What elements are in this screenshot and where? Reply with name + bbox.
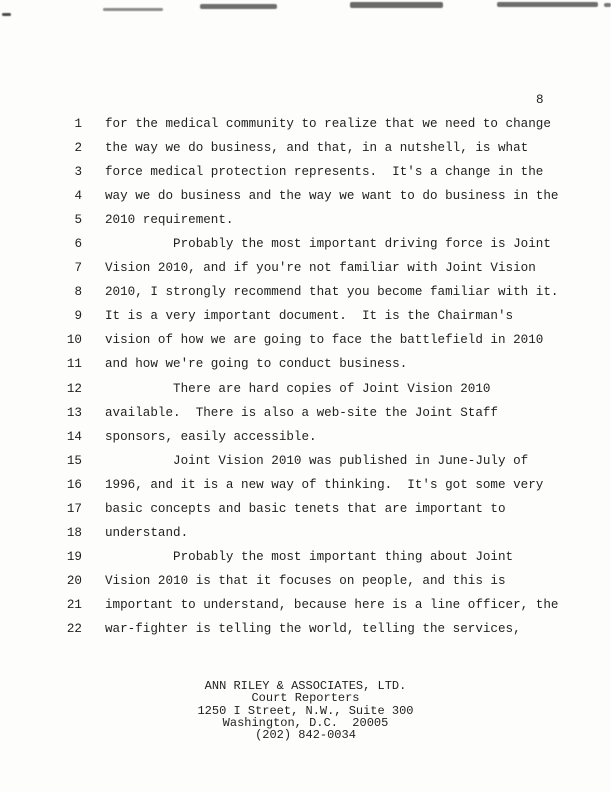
line-number: 7 bbox=[74, 261, 82, 276]
line-text: Vision 2010 is that it focuses on people, and this is bbox=[105, 573, 506, 588]
transcript-line bbox=[45, 473, 585, 497]
footer-firm-name: ANN RILEY & ASSOCIATES, LTD. bbox=[204, 679, 407, 693]
scan-artifact bbox=[2, 13, 11, 16]
page-number: 8 bbox=[536, 93, 544, 107]
line-number: 4 bbox=[74, 189, 82, 204]
scan-artifact bbox=[604, 3, 611, 7]
scan-artifact bbox=[200, 4, 277, 9]
line-number: 22 bbox=[66, 621, 82, 636]
transcript-line bbox=[45, 112, 585, 136]
line-number: 9 bbox=[74, 309, 82, 324]
line-text: and how we're going to conduct business. bbox=[105, 357, 408, 372]
line-number: 20 bbox=[66, 573, 82, 588]
line-number: 2 bbox=[74, 141, 82, 156]
line-number: 16 bbox=[66, 477, 82, 492]
line-text: 2010 requirement. bbox=[105, 213, 234, 228]
transcript-line bbox=[45, 425, 585, 449]
line-text: force medical protection represents. It's a change in the bbox=[105, 165, 544, 180]
line-text: vision of how we are going to face the battlefield in 2010 bbox=[105, 333, 544, 348]
transcript-line bbox=[45, 208, 585, 232]
transcript-line bbox=[45, 449, 585, 473]
transcript-line bbox=[45, 593, 585, 617]
transcript-line bbox=[45, 256, 585, 280]
transcript-body bbox=[45, 112, 585, 641]
footer-role: Court Reporters bbox=[251, 691, 360, 706]
line-number: 1 bbox=[74, 117, 82, 131]
transcript-line bbox=[45, 617, 585, 641]
line-number: 10 bbox=[66, 333, 82, 348]
line-text: available. There is also a web-site the Joint Staff bbox=[105, 405, 498, 420]
line-text: for the medical community to realize that we need to change bbox=[105, 117, 551, 131]
transcript-line bbox=[45, 545, 585, 569]
line-number: 18 bbox=[66, 525, 82, 540]
line-text: Probably the most important thing about Joint bbox=[105, 549, 514, 564]
line-number: 21 bbox=[66, 597, 82, 612]
transcript-line bbox=[45, 377, 585, 401]
transcript-line bbox=[45, 304, 585, 328]
transcript-line bbox=[45, 401, 585, 425]
footer-address-city: Washington, D.C. 20005 bbox=[222, 715, 389, 730]
line-number: 5 bbox=[74, 213, 82, 228]
line-text: sponsors, easily accessible. bbox=[105, 429, 317, 444]
line-number: 8 bbox=[74, 285, 82, 300]
line-number: 15 bbox=[66, 453, 82, 468]
line-number: 12 bbox=[66, 381, 82, 396]
line-text: Vision 2010, and if you're not familiar with Joint Vision bbox=[105, 261, 536, 276]
transcript-line bbox=[45, 160, 585, 184]
line-number: 11 bbox=[66, 357, 82, 372]
line-text: Probably the most important driving force is Joint bbox=[105, 237, 551, 252]
transcript-line bbox=[45, 352, 585, 376]
line-text: It is a very important document. It is the Chairman's bbox=[105, 309, 514, 324]
line-number: 3 bbox=[74, 165, 82, 180]
line-text: important to understand, because here is a line officer, the bbox=[105, 597, 559, 612]
line-text: There are hard copies of Joint Vision 2010 bbox=[105, 381, 491, 396]
transcript-line bbox=[45, 569, 585, 593]
line-text: 1996, and it is a new way of thinking. It's got some very bbox=[105, 477, 544, 492]
transcript-line bbox=[45, 328, 585, 352]
line-text: the way we do business, and that, in a nutshell, is what bbox=[105, 141, 529, 156]
transcript-line bbox=[45, 136, 585, 160]
transcript-line bbox=[45, 184, 585, 208]
scan-artifact bbox=[103, 8, 163, 11]
transcript-line bbox=[45, 280, 585, 304]
line-text: understand. bbox=[105, 525, 189, 540]
transcript-line bbox=[45, 497, 585, 521]
footer-address-street: 1250 I Street, N.W., Suite 300 bbox=[197, 703, 414, 718]
line-text: Joint Vision 2010 was published in June-July of bbox=[105, 453, 529, 468]
footer-phone: (202) 842-0034 bbox=[255, 728, 356, 743]
line-number: 6 bbox=[74, 237, 82, 252]
line-number: 17 bbox=[66, 501, 82, 516]
line-number: 19 bbox=[66, 549, 82, 564]
line-number: 14 bbox=[66, 429, 82, 444]
line-text: way we do business and the way we want to do business in the bbox=[105, 189, 559, 204]
reporter-footer bbox=[0, 680, 611, 741]
line-number: 13 bbox=[66, 405, 82, 420]
scan-artifact bbox=[350, 2, 443, 8]
line-text: war-fighter is telling the world, telling the services, bbox=[105, 621, 521, 636]
transcript-line bbox=[45, 232, 585, 256]
scan-artifact bbox=[497, 2, 598, 7]
line-text: basic concepts and basic tenets that are important to bbox=[105, 501, 506, 516]
line-text: 2010, I strongly recommend that you become familiar with it. bbox=[105, 285, 559, 300]
transcript-line bbox=[45, 521, 585, 545]
